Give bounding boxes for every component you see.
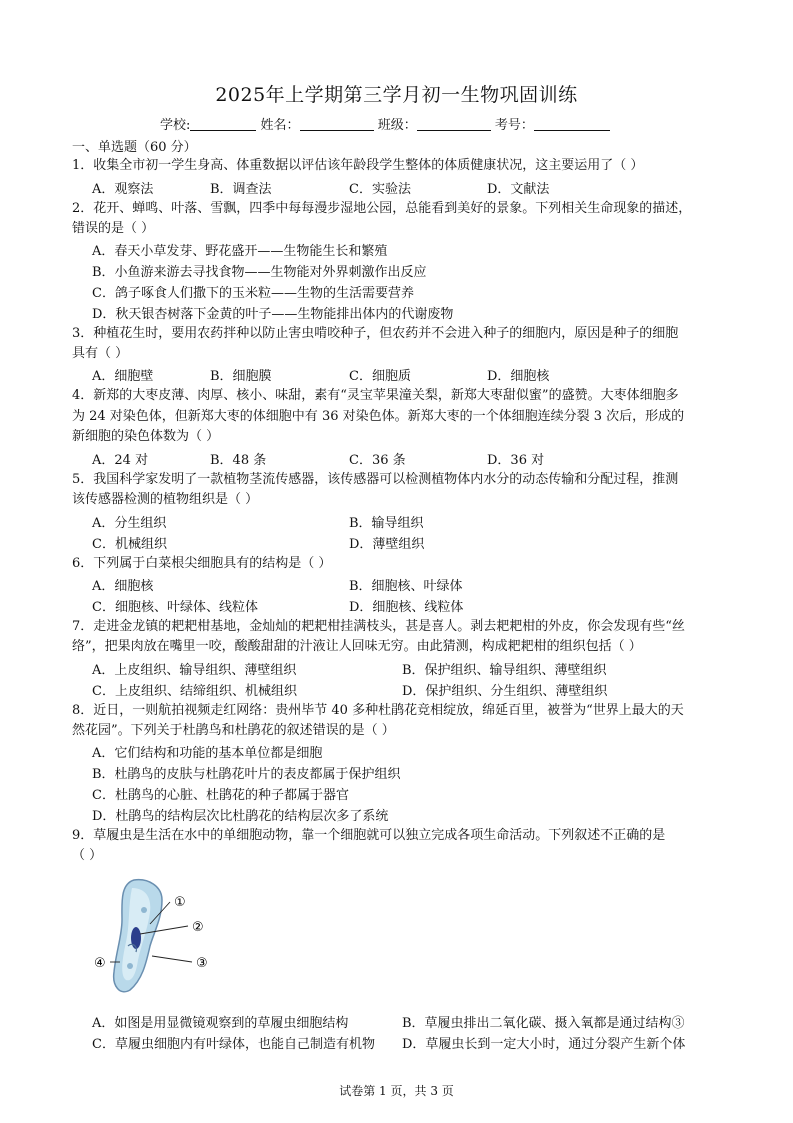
question-9-stem-line1: 9．草履虫是生活在水中的单细胞动物，靠一个细胞就可以独立完成各项生命活动。下列叙述不正确的是 [72,828,666,843]
exam-no-blank[interactable] [534,117,610,131]
q6-option-d: D．细胞核、线粒体 [349,600,464,615]
question-3-stem-line1: 3．种植花生时，要用农药拌种以防止害虫啃咬种子，但农药并不会进入种子的细胞内，原因是种子的细胞 [72,326,679,341]
q2-option-a: A．春天小草发芽、野花盛开——生物能生长和繁殖 [92,244,388,259]
q5-option-c: C．机械组织 [92,537,167,552]
exam-no-label: 考号： [494,118,534,133]
question-7-stem-line1: 7．走进金龙镇的耙耙柑基地，金灿灿的耙耙柑挂满枝头，甚是喜人。剥去耙耙柑的外皮，你会发现有些“丝 [72,619,685,634]
q7-option-a: A．上皮组织、输导组织、薄壁组织 [92,663,297,678]
school-blank[interactable] [190,117,256,131]
question-1-stem: 1．收集全市初一学生身高、体重数据以评估该年龄段学生整体的体质健康状况，这主要运用了（ ） [72,158,644,173]
question-5-stem-line2: 该传感器检测的植物组织是（ ） [72,492,259,507]
q3-option-a: A．细胞壁 [92,369,154,384]
question-3-stem-line2: 具有（ ） [72,346,129,361]
q9-option-d: D．草履虫长到一定大小时，通过分裂产生新个体 [402,1037,686,1052]
q1-option-b: B．调查法 [210,182,272,197]
q1-option-d: D．文献法 [487,182,550,197]
q9-option-a: A．如图是用显微镜观察到的草履虫细胞结构 [92,1016,349,1031]
class-blank[interactable] [417,117,491,131]
q1-option-c: C．实验法 [349,182,411,197]
question-6-stem: 6．下列属于白菜根尖细胞具有的结构是（ ） [72,556,332,571]
question-4-stem-line2: 为 24 对染色体，但新郑大枣的体细胞中有 36 对染色体。新郑大枣的一个体细胞连续分裂 3 次后，形成的 [72,409,685,424]
question-2-stem-line1: 2．花开、蝉鸣、叶落、雪飘，四季中每每漫步湿地公园，总能看到美好的景象。下列相关生命现象的描述， [72,201,692,216]
q4-option-d: D．36 对 [487,453,545,468]
q6-option-c: C．细胞核、叶绿体、线粒体 [92,600,258,615]
page-footer: 试卷第 1 页，共 3 页 [339,1084,454,1098]
q7-option-c: C．上皮组织、结缔组织、机械组织 [92,684,297,699]
question-9-stem-line2: （ ） [72,848,103,863]
question-2-stem-line2: 错误的是（ ） [72,221,155,236]
q3-option-b: B．细胞膜 [210,369,272,384]
question-5-stem-line1: 5．我国科学家发明了一款植物茎流传感器，该传感器可以检测植物体内水分的动态传输和分配过程，推测 [72,472,679,487]
q2-option-b: B．小鱼游来游去寻找食物——生物能对外界刺激作出反应 [92,265,427,280]
q2-option-c: C．鸽子啄食人们撒下的玉米粒——生物的生活需要营养 [92,286,414,301]
q4-option-b: B．48 条 [210,453,267,468]
q7-option-b: B．保护组织、输导组织、薄壁组织 [402,663,607,678]
q2-option-d: D．秋天银杏树落下金黄的叶子——生物能排出体内的代谢废物 [92,307,454,322]
q3-option-d: D．细胞核 [487,369,550,384]
q9-option-b: B．草履虫排出二氧化碳、摄入氧都是通过结构③ [402,1016,685,1031]
question-7-stem-line2: 络”，把果肉放在嘴里一咬，酸酸甜甜的汁液让人回味无穷。由此猜测，构成耙耙柑的组织包括（ ） [72,639,642,654]
q6-option-b: B．细胞核、叶绿体 [349,579,463,594]
name-label: 姓名： [260,118,300,133]
label-1: ① [174,895,186,910]
section-heading: 一、单选题（60 分） [72,140,197,155]
question-4-stem-line3: 新细胞的染色体数为（ ） [72,429,220,444]
paramecium-cell [114,880,162,992]
question-8-stem-line2: 然花园”。下列关于杜鹃鸟和杜鹃花的叙述错误的是（ ） [72,723,395,738]
q1-option-a: A．观察法 [92,182,154,197]
q4-option-a: A．24 对 [92,453,149,468]
question-8-stem-line1: 8．近日，一则航拍视频走红网络：贵州毕节 40 多种杜鹃花竞相绽放，绵延百里，被誉为“世界上最大的天 [72,703,684,718]
q3-option-c: C．细胞质 [349,369,411,384]
question-4-stem-line1: 4．新郑的大枣皮薄、肉厚、核小、味甜，素有“灵宝苹果潼关梨，新郑大枣甜似蜜”的盛赞。大枣体细胞多 [72,388,679,403]
label-2: ② [192,920,204,935]
school-label: 学校: [160,118,191,133]
q7-option-d: D．保护组织、分生组织、薄壁组织 [402,684,608,699]
q5-option-a: A．分生组织 [92,516,167,531]
q8-option-b: B．杜鹃鸟的皮肤与杜鹃花叶片的表皮都属于保护组织 [92,767,401,782]
name-blank[interactable] [300,117,374,131]
q8-option-d: D．杜鹃鸟的结构层次比杜鹃花的结构层次多了系统 [92,809,389,824]
q8-option-c: C．杜鹃鸟的心脏、杜鹃花的种子都属于器官 [92,788,349,803]
q9-option-c: C．草履虫细胞内有叶绿体，也能自己制造有机物 [92,1037,375,1052]
q5-option-d: D．薄壁组织 [349,537,425,552]
student-info-line [160,114,610,133]
label-3: ③ [196,956,208,971]
q4-option-c: C．36 条 [349,453,406,468]
label-4: ④ [94,956,106,971]
q5-option-b: B．输导组织 [349,516,424,531]
class-label: 班级： [377,118,417,133]
q6-option-a: A．细胞核 [92,579,154,594]
paramecium-figure [92,876,222,996]
q8-option-a: A．它们结构和功能的基本单位都是细胞 [92,746,323,761]
page-title: 2025年上学期第三学月初一生物巩固训练 [215,84,578,106]
